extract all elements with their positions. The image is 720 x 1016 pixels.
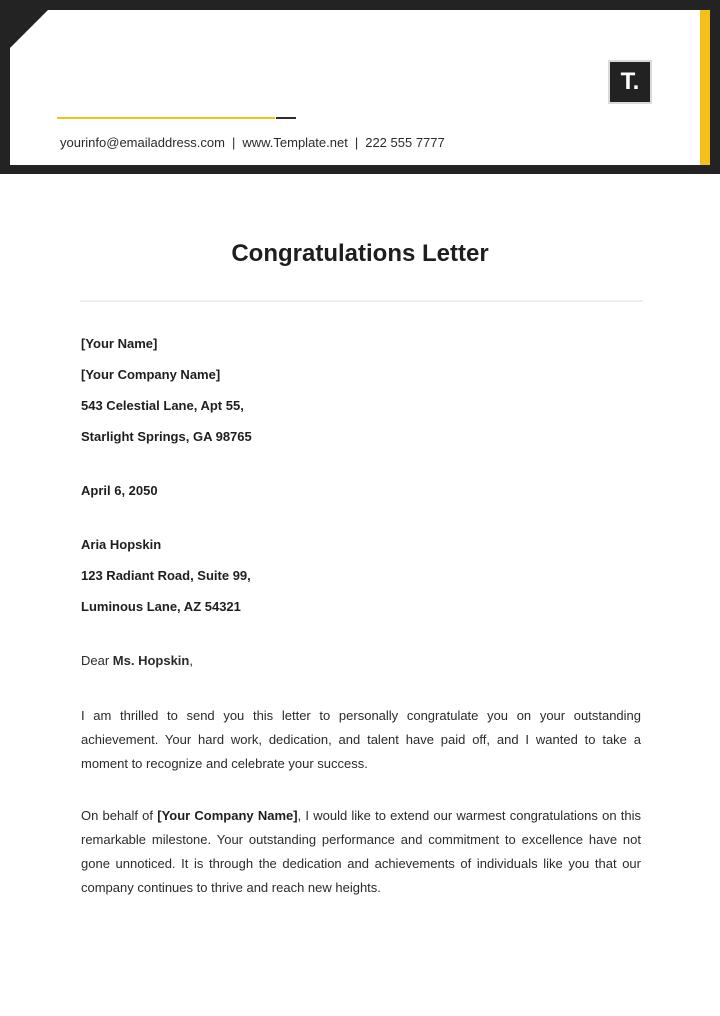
contact-website: www.Template.net <box>242 135 348 150</box>
letter-title: Congratulations Letter <box>231 240 489 267</box>
body-paragraph-1: I am thrilled to send you this letter to personally congratulate you on your outstanding achievement. Your hard work, dedication, and talent have paid off, and I wanted to take a moment to recognize and celebrate your success. <box>81 708 641 771</box>
sender-address-line1: 543 Celestial Lane, Apt 55, <box>81 398 244 413</box>
company-logo <box>608 60 652 104</box>
contact-info <box>60 135 445 150</box>
sender-company: [Your Company Name] <box>81 367 221 382</box>
greeting-suffix: , <box>189 653 193 668</box>
letterhead <box>0 0 720 174</box>
sender-address-line2: Starlight Springs, GA 98765 <box>81 429 252 444</box>
contact-separator: | <box>231 135 236 150</box>
header-accent-line-dark <box>276 117 296 119</box>
paragraph2-company: [Your Company Name] <box>157 808 298 823</box>
paragraph2-rest: , I would like to extend our warmest congratulations on this remarkable milestone. Your outstanding performance and commitment to excellence have not gone unnoticed. It is through the dedication and achievements of individuals like you that our company continues to thrive and reach new heights. <box>81 808 641 895</box>
letterhead-accent-bar <box>700 10 710 165</box>
title-divider <box>80 300 643 302</box>
greeting-prefix: Dear <box>81 653 113 668</box>
header-accent-line <box>57 117 275 119</box>
contact-phone: 222 555 7777 <box>365 135 445 150</box>
paragraph2-prefix: On behalf of <box>81 808 158 823</box>
greeting <box>81 653 193 668</box>
recipient-name: Aria Hopskin <box>81 537 162 552</box>
contact-separator: | <box>354 135 359 150</box>
letter-date: April 6, 2050 <box>81 483 158 498</box>
recipient-address-line1: 123 Radiant Road, Suite 99, <box>81 568 251 583</box>
greeting-name: Ms. Hopskin <box>112 653 190 668</box>
sender-name: [Your Name] <box>81 336 158 351</box>
logo-text: T. <box>620 68 640 95</box>
contact-email: yourinfo@emailaddress.com <box>60 135 225 150</box>
recipient-address-line2: Luminous Lane, AZ 54321 <box>81 599 241 614</box>
body-paragraph-2 <box>81 804 641 900</box>
